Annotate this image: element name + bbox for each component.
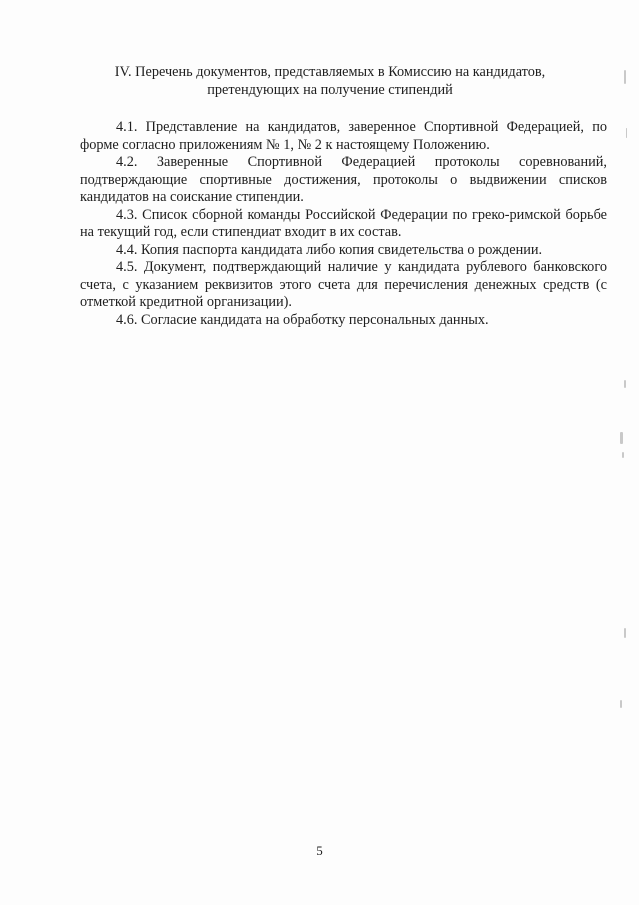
document-list bbox=[80, 119, 607, 329]
list-item-4-6: 4.6. Согласие кандидата на обработку персональных данных. bbox=[116, 311, 489, 328]
scan-speck bbox=[622, 452, 624, 458]
scan-speck bbox=[626, 128, 627, 138]
scan-speck bbox=[620, 700, 622, 708]
scan-speck bbox=[624, 628, 626, 638]
scan-speck bbox=[624, 380, 626, 388]
list-item-4-5: 4.5. Документ, подтверждающий наличие у кандидата рублевого банковского счета, с указанием реквизитов этого счета для перечисления денежных средств (с отметкой кредитной организации). bbox=[80, 259, 607, 310]
list-item-4-3: 4.3. Список сборной команды Российской Федерации по греко-римской борьбе на текущий год, если стипендиат входит в их состав. bbox=[80, 206, 607, 240]
section-heading-line-1: IV. Перечень документов, представляемых в Комиссию на кандидатов, bbox=[114, 64, 546, 80]
scan-speck bbox=[620, 432, 623, 444]
page-number: 5 bbox=[316, 843, 323, 858]
list-item-4-4: 4.4. Копия паспорта кандидата либо копия свидетельства о рождении. bbox=[116, 241, 543, 258]
scan-speck bbox=[624, 70, 626, 84]
list-item-4-1: 4.1. Представление на кандидатов, заверенное Спортивной Федерацией, по форме согласно приложениям № 1, № 2 к настоящему Положению. bbox=[80, 119, 607, 153]
list-item-4-2: 4.2. Заверенные Спортивной Федерацией протоколы соревнований, подтверждающие спортивные достижения, протоколы о выдвижении списков кандидатов на соискание стипендии. bbox=[80, 154, 607, 205]
section-heading bbox=[80, 64, 580, 99]
section-heading-line-2: претендующих на получение стипендий bbox=[207, 81, 453, 98]
